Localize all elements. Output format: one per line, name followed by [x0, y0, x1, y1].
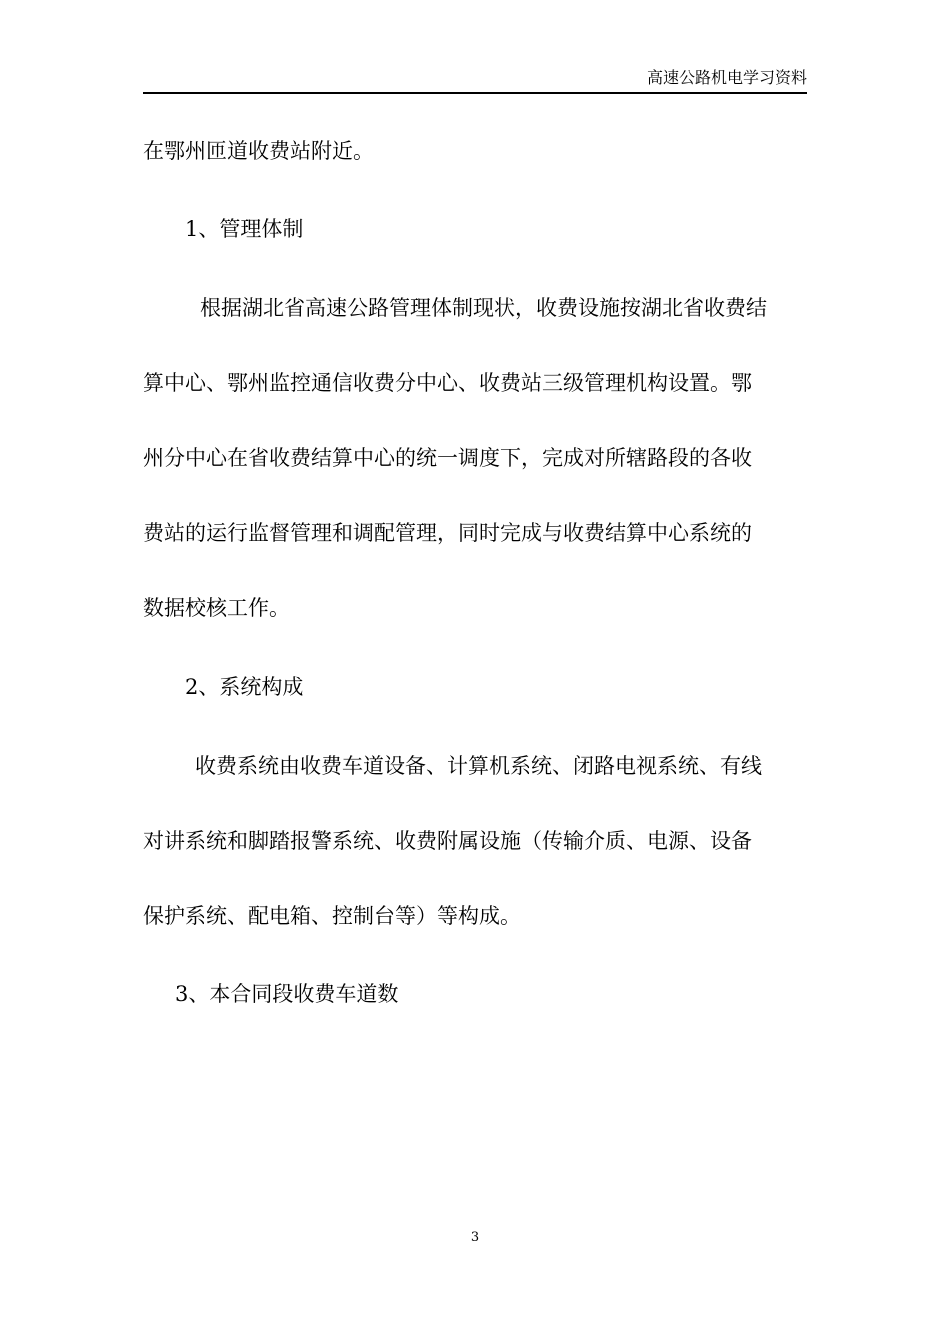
header-title: 高速公路机电学习资料 [646, 68, 807, 87]
paragraph-line: 保护系统、配电箱、控制台等）等构成。 [143, 904, 521, 928]
paragraph-line: 对讲系统和脚踏报警系统、收费附属设施（传输介质、电源、设备 [143, 829, 752, 853]
paragraph-line: 收费系统由收费车道设备、计算机系统、闭路电视系统、有线 [195, 754, 762, 778]
section-heading-composition: 2、系统构成 [185, 675, 304, 699]
paragraph-line: 算中心、鄂州监控通信收费分中心、收费站三级管理机构设置。鄂 [143, 371, 752, 395]
paragraph-line: 根据湖北省高速公路管理体制现状，收费设施按湖北省收费结 [200, 296, 767, 320]
paragraph-line: 州分中心在省收费结算中心的统一调度下，完成对所辖路段的各收 [143, 446, 752, 470]
section-heading-management: 1、管理体制 [185, 217, 304, 241]
page-number: 3 [470, 1230, 480, 1245]
paragraph-line: 数据校核工作。 [143, 596, 290, 620]
section-heading-lanes: 3、本合同段收费车道数 [175, 982, 399, 1006]
text-line: 在鄂州匝道收费站附近。 [143, 139, 374, 163]
page-header [143, 66, 807, 94]
paragraph-line: 费站的运行监督管理和调配管理，同时完成与收费结算中心系统的 [143, 521, 752, 545]
